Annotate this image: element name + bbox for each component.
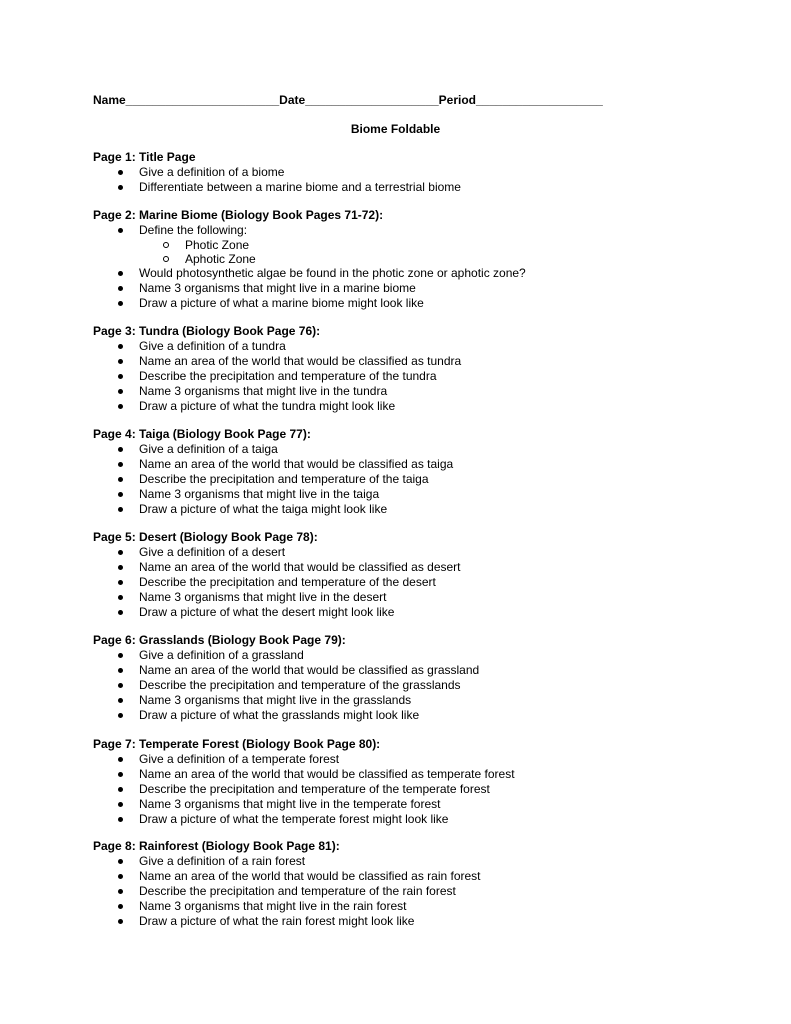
bullet-icon: [118, 477, 123, 482]
bullet-icon: [118, 683, 123, 688]
bullet-list: [93, 752, 733, 827]
section-heading: Page 6: Grasslands (Biology Book Page 79):: [93, 633, 346, 647]
section-page-4: [93, 427, 733, 517]
section-page-3: [93, 324, 733, 414]
list-item: Give a definition of a desert: [93, 545, 733, 560]
list-item: Describe the precipitation and temperature of the desert: [93, 575, 733, 590]
bullet-list: [93, 854, 733, 929]
list-item: Draw a picture of what the grasslands might look like: [93, 708, 733, 723]
list-item: Give a definition of a biome: [93, 165, 733, 180]
hollow-bullet-icon: [163, 242, 169, 248]
list-item: Give a definition of a temperate forest: [93, 752, 733, 767]
list-item: Draw a picture of what the rain forest might look like: [93, 914, 733, 929]
bullet-icon: [118, 404, 123, 409]
bullet-icon: [118, 919, 123, 924]
list-item: Describe the precipitation and temperature of the taiga: [93, 472, 733, 487]
section-heading: Page 4: Taiga (Biology Book Page 77):: [93, 427, 311, 441]
section-page-5: [93, 530, 733, 620]
list-item: Name 3 organisms that might live in the tundra: [93, 384, 733, 399]
bullet-icon: [118, 772, 123, 777]
bullet-icon: [118, 359, 123, 364]
bullet-icon: [118, 447, 123, 452]
bullet-icon: [118, 286, 123, 291]
section-page-1: [93, 150, 733, 195]
section-page-6: [93, 633, 733, 723]
bullet-icon: [118, 580, 123, 585]
list-item: Name an area of the world that would be classified as taiga: [93, 457, 733, 472]
list-item: Describe the precipitation and temperature of the temperate forest: [93, 782, 733, 797]
bullet-icon: [118, 550, 123, 555]
bullet-icon: [118, 713, 123, 718]
bullet-icon: [118, 595, 123, 600]
bullet-icon: [118, 565, 123, 570]
list-item: Would photosynthetic algae be found in the photic zone or aphotic zone?: [93, 266, 733, 281]
bullet-list: [93, 442, 733, 517]
list-item: Name an area of the world that would be classified as grassland: [93, 663, 733, 678]
bullet-list: [93, 648, 733, 723]
list-item: Draw a picture of what the desert might look like: [93, 605, 733, 620]
document-title: Biome Foldable: [350, 122, 441, 136]
list-item: Draw a picture of what the taiga might look like: [93, 502, 733, 517]
list-item: Give a definition of a rain forest: [93, 854, 733, 869]
bullet-icon: [118, 653, 123, 658]
section-heading: Page 3: Tundra (Biology Book Page 76):: [93, 324, 321, 338]
bullet-icon: [118, 492, 123, 497]
section-heading: Page 1: Title Page: [93, 150, 196, 164]
list-item: Define the following:: [93, 223, 733, 238]
hollow-bullet-icon: [163, 256, 169, 262]
sub-list-item: Aphotic Zone: [93, 252, 733, 266]
list-item: Name 3 organisms that might live in a marine biome: [93, 281, 733, 296]
bullet-icon: [118, 904, 123, 909]
bullet-list: [93, 223, 733, 311]
bullet-icon: [118, 757, 123, 762]
list-item: Draw a picture of what the tundra might look like: [93, 399, 733, 414]
section-page-2: [93, 208, 733, 311]
bullet-list: [93, 545, 733, 620]
bullet-icon: [118, 170, 123, 175]
section-heading: Page 5: Desert (Biology Book Page 78):: [93, 530, 318, 544]
name-date-period-line: Name_______________________Date____________________Period___________________: [93, 93, 603, 107]
list-item: Name an area of the world that would be classified as rain forest: [93, 869, 733, 884]
bullet-icon: [118, 698, 123, 703]
bullet-icon: [118, 389, 123, 394]
list-item: Draw a picture of what a marine biome might look like: [93, 296, 733, 311]
bullet-icon: [118, 859, 123, 864]
bullet-icon: [118, 507, 123, 512]
list-item: Describe the precipitation and temperature of the grasslands: [93, 678, 733, 693]
bullet-icon: [118, 889, 123, 894]
bullet-icon: [118, 668, 123, 673]
list-item: Name an area of the world that would be classified as desert: [93, 560, 733, 575]
list-item: Name 3 organisms that might live in the taiga: [93, 487, 733, 502]
bullet-icon: [118, 228, 123, 233]
list-item: Name 3 organisms that might live in the desert: [93, 590, 733, 605]
bullet-icon: [118, 787, 123, 792]
bullet-list: [93, 339, 733, 414]
list-item: Describe the precipitation and temperature of the tundra: [93, 369, 733, 384]
section-page-7: [93, 737, 733, 827]
bullet-icon: [118, 374, 123, 379]
section-page-8: [93, 839, 733, 929]
list-item: Name 3 organisms that might live in the rain forest: [93, 899, 733, 914]
bullet-icon: [118, 301, 123, 306]
list-item: Give a definition of a tundra: [93, 339, 733, 354]
list-item: Differentiate between a marine biome and a terrestrial biome: [93, 180, 733, 195]
bullet-icon: [118, 874, 123, 879]
section-heading: Page 7: Temperate Forest (Biology Book Page 80):: [93, 737, 381, 751]
bullet-icon: [118, 271, 123, 276]
bullet-icon: [118, 185, 123, 190]
list-item: Name an area of the world that would be classified as tundra: [93, 354, 733, 369]
list-item: Name 3 organisms that might live in the temperate forest: [93, 797, 733, 812]
section-heading: Page 8: Rainforest (Biology Book Page 81):: [93, 839, 340, 853]
list-item: Give a definition of a grassland: [93, 648, 733, 663]
bullet-icon: [118, 802, 123, 807]
list-item: Name 3 organisms that might live in the grasslands: [93, 693, 733, 708]
bullet-icon: [118, 462, 123, 467]
list-item: Describe the precipitation and temperature of the rain forest: [93, 884, 733, 899]
bullet-icon: [118, 610, 123, 615]
bullet-icon: [118, 817, 123, 822]
sub-list-item: Photic Zone: [93, 238, 733, 252]
bullet-icon: [118, 344, 123, 349]
list-item: Draw a picture of what the temperate forest might look like: [93, 812, 733, 827]
bullet-list: [93, 165, 733, 195]
list-item: Give a definition of a taiga: [93, 442, 733, 457]
section-heading: Page 2: Marine Biome (Biology Book Pages 71-72):: [93, 208, 384, 222]
list-item: Name an area of the world that would be classified as temperate forest: [93, 767, 733, 782]
